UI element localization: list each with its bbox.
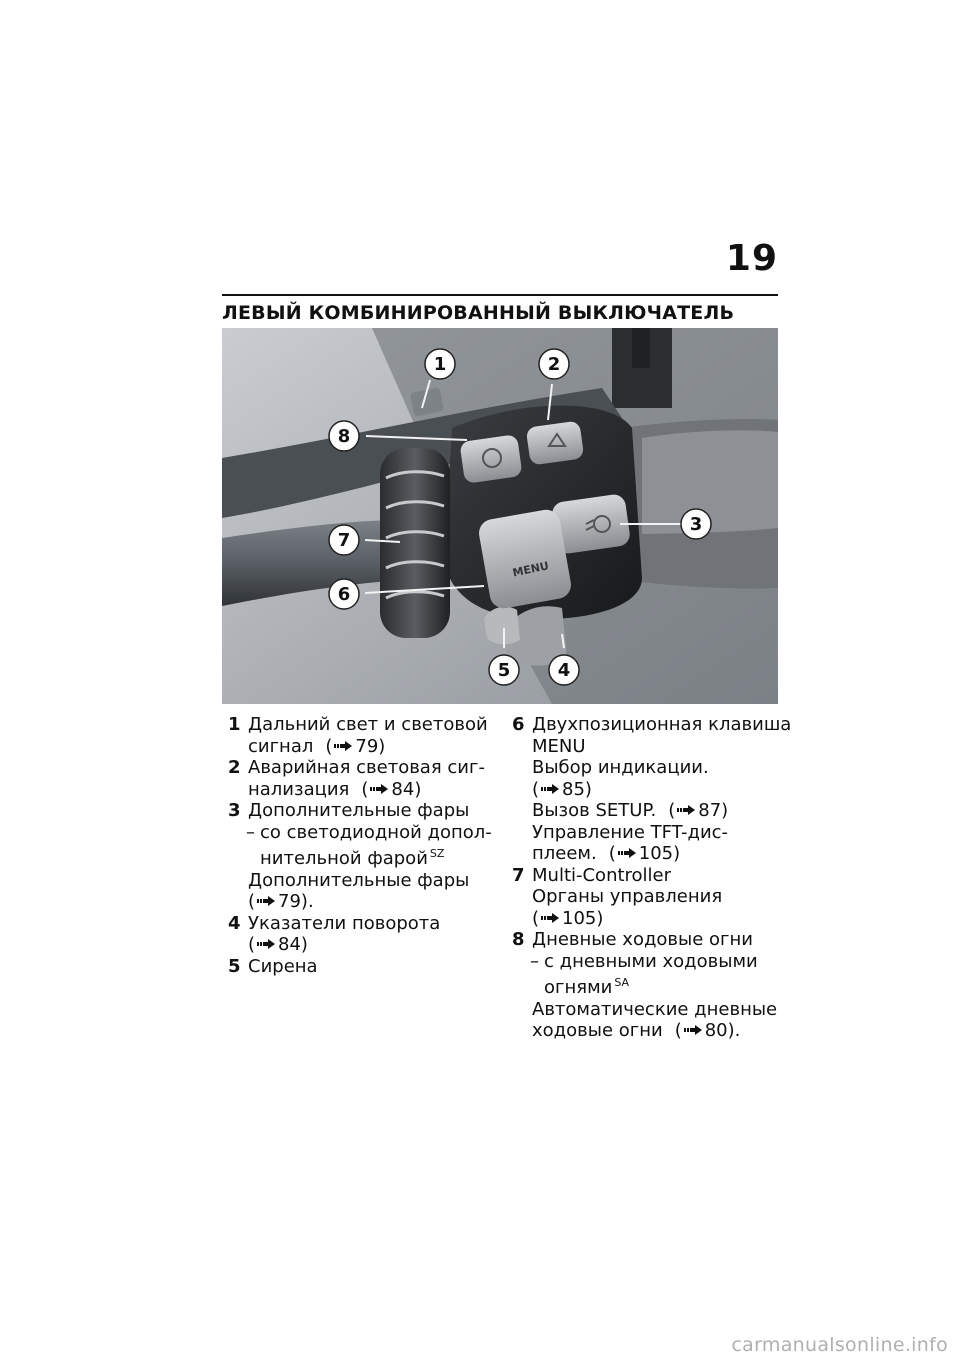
legend-item-2 <box>228 757 485 800</box>
page-number: 19 <box>725 238 778 279</box>
legend-item-7 <box>512 865 778 930</box>
legend-left-column <box>228 714 492 977</box>
page-ref-arrow-icon <box>257 896 275 906</box>
legend-number: 1 <box>228 714 241 735</box>
menu-label: MENU <box>511 559 550 580</box>
legend-item-3 <box>228 800 492 913</box>
callout-2 <box>539 349 569 379</box>
legend-item-8 <box>512 929 778 1042</box>
svg-text:6: 6 <box>337 584 351 605</box>
legend-item-6 <box>512 714 792 865</box>
legend-text: Дневные ходовые огни <box>532 929 753 950</box>
legend-text: Управление TFT-дис- <box>532 821 729 843</box>
legend-text: Multi-Controller <box>532 864 672 886</box>
callout-5 <box>489 655 519 685</box>
page-ref-arrow-icon <box>541 913 559 923</box>
callout-6 <box>329 579 359 609</box>
page-ref-arrow-icon <box>684 1025 702 1035</box>
page-ref-arrow-icon <box>541 784 559 794</box>
legend-text: Выбор индикации. <box>532 757 709 778</box>
legend-number: 3 <box>228 800 241 821</box>
callout-8 <box>329 421 359 451</box>
legend-text: Дальний свет и световой <box>248 714 488 735</box>
legend-text: MENU <box>532 735 586 757</box>
callout-7 <box>329 525 359 555</box>
legend-text-ref: Вызов SETUP. ( 87) <box>532 800 729 821</box>
switch-photo <box>222 328 778 704</box>
legend-right-column <box>512 714 792 1042</box>
legend-item-5 <box>228 956 468 978</box>
legend-text: Двухпозиционная клавиша <box>532 714 792 735</box>
legend-text: Указатели поворота <box>248 912 441 934</box>
svg-text:3: 3 <box>689 514 703 535</box>
page-ref-arrow-icon <box>334 741 352 751</box>
legend-option-cont: нительной фарой $^{SZ}$ <box>260 847 445 869</box>
legend-ref: ( 85) <box>532 778 592 800</box>
svg-text:2: 2 <box>547 354 561 375</box>
legend-number: 4 <box>228 912 241 934</box>
legend-text: Аварийная световая сиг- <box>248 757 485 778</box>
callout-3 <box>681 509 711 539</box>
legend-text: Дополнительные фары <box>248 800 470 821</box>
legend-ref: ( 79). <box>248 891 314 912</box>
option-code: SZ <box>429 847 445 860</box>
page-ref-arrow-icon <box>370 784 388 794</box>
page-ref-arrow-icon <box>677 805 695 815</box>
legend-text: Сирена <box>248 955 318 977</box>
legend-text-ref: плеем. ( 105) <box>532 843 681 864</box>
option-code: SA <box>614 976 630 989</box>
svg-text:1: 1 <box>433 354 447 375</box>
svg-text:7: 7 <box>337 530 351 551</box>
legend-item-1 <box>228 714 488 757</box>
callout-1 <box>425 349 455 379</box>
svg-text:8: 8 <box>337 426 351 447</box>
legend-text: Автоматические дневные <box>532 998 778 1020</box>
legend-text: Дополнительные фары <box>248 869 470 891</box>
legend-text-ref: сигнал ( 79) <box>248 735 386 757</box>
legend-number: 2 <box>228 757 241 778</box>
legend-text-ref: нализация ( 84) <box>248 778 422 800</box>
legend-number: 8 <box>512 929 525 950</box>
callout-4 <box>549 655 579 685</box>
legend-text-ref: ходовые огни ( 80). <box>532 1020 741 1041</box>
legend-ref: ( 105) <box>532 907 604 929</box>
legend-number: 5 <box>228 955 241 977</box>
legend-option: – с дневными ходовыми <box>530 950 758 972</box>
legend-number: 7 <box>512 864 525 886</box>
header-rule <box>222 294 778 296</box>
svg-text:4: 4 <box>557 660 571 681</box>
svg-text:5: 5 <box>497 660 511 681</box>
legend-option-cont: огнями $^{SA}$ <box>544 976 630 998</box>
watermark: carmanualsonline.info <box>731 1334 948 1356</box>
section-title: ЛЕВЫЙ КОМБИНИРОВАННЫЙ ВЫКЛЮЧАТЕЛЬ <box>222 302 735 324</box>
legend-number: 6 <box>512 714 525 735</box>
legend-option: – со светодиодной допол- <box>246 821 492 843</box>
page-ref-arrow-icon <box>257 939 275 949</box>
legend-text: Органы управления <box>532 886 723 907</box>
page-ref-arrow-icon <box>618 848 636 858</box>
legend-ref: ( 84) <box>248 934 308 955</box>
legend-item-4 <box>228 913 468 956</box>
